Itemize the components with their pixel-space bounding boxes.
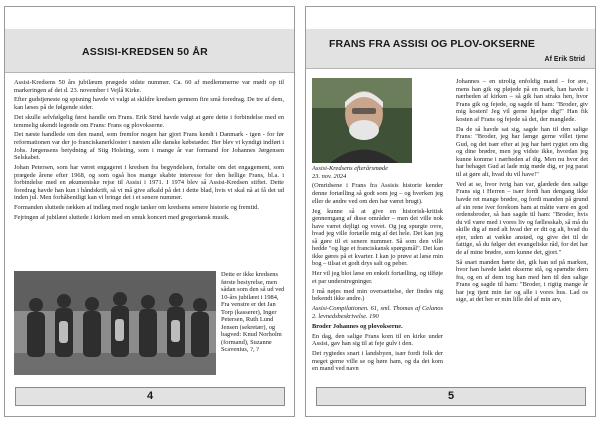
page-number: 4 bbox=[146, 390, 154, 402]
paragraph: Assisi-Kredsens 50 års jubilæum prægede sidste nummer. Ca. 60 af medlemmerne var mødt op til markeringen af det d. 23. november i Vejlå Kirke. bbox=[14, 79, 284, 94]
paragraph: Johan Petersen, som har været engageret i kredsen fra begyndelsen, fortalte om det engagement, som prægede årene efter 1968, og som også hos mange skabte interesse for den hellige Frans, bl.a. i forbindelse med en økumeniske rejse til Assisi i 1971. I 1974 blev så Assisi-Kredsen stiftet. Dette foredrag havde han kun i håndskrift, så vi må give afkald på det i dette blad, hvis vi skal nå at få det ud inden jul. Men forhåbentligt kan vi bringe det i et senere nummer. bbox=[14, 164, 284, 202]
author-photo bbox=[312, 78, 412, 163]
right-footer bbox=[316, 387, 586, 406]
paragraph: Det rygtedes snart i landsbyen, især fordi folk der meget gerne ville se og høre ham, og da det kom en mand ved navn bbox=[312, 350, 443, 373]
paragraph: I må nøjes med min oversættelse, der findes nig bekendt ikke andre.) bbox=[312, 287, 443, 303]
left-page bbox=[4, 6, 295, 417]
paragraph: (Omridsene i Frans fra Assisis historie kender denne fortælling så godt som jeg – og hverken jeg eller de andre ved om den har været brugt). bbox=[312, 182, 443, 205]
right-column-2 bbox=[456, 78, 588, 306]
caption-text: Dette er ikke kredsens første bestyrelse, men sådan som den så ud ved 10-års jubilæet i 1984, Fra venstre er det Jan Torp (kasserer), Inger Petersen, Ruth Lund Jensen (sekretær), og bagved: Knud Norholm (formand), Suzanne Scavenius, ?, ? bbox=[221, 271, 285, 354]
author-photo-image bbox=[312, 78, 412, 163]
group-photo-image bbox=[14, 271, 216, 375]
paragraph: Ved at se, hvor ivrig han var, glædede den salige Frans sig i Herren – især fordi han dengang ikke havde ret mange brødre, og fordi manden på grund af sin rene iver forekom ham at måtte være en god ordensbroder, så han sagde til ham: "Broder, hvis du vil være med i vores liv og fællesskab, så må du skille dig af med alt hvad der er dit og alt, hvad du ejer, uden at vække anstød, og give det til de fattige, så du følger det evangeliske råd, for det har de af mine brødre, som kunne det, gjort." bbox=[456, 180, 588, 256]
source-reference: Assisi-Compilationen. 61, sml. Thomas af Celanos 2. levnedsbeskrivelse. 190 bbox=[312, 305, 443, 320]
right-column-1 bbox=[312, 165, 443, 375]
paragraph: Fejringen af jubilæet sluttede i kirken med en smuk koncert med gregoriansk musik. bbox=[14, 214, 230, 222]
paragraph: Efter gudstjeneste og spisning havde vi valgt at skildre kredsen gennem fire små foredrag. De tre af dem, kan læses på de følgende sider. bbox=[14, 96, 284, 112]
left-title-banner bbox=[5, 29, 294, 73]
left-page-title: ASSISI-KREDSEN 50 ÅR bbox=[82, 46, 208, 58]
photo-caption bbox=[221, 271, 287, 356]
left-footer bbox=[15, 387, 285, 406]
right-page-title: FRANS FRA ASSISI OG PLOV-OKSERNE bbox=[329, 38, 536, 50]
photo-caption-line: 23. nov. 2024 bbox=[312, 172, 347, 180]
paragraph: Det skulle selvfølgelig først handle om Frans. Erik Strid havde valgt at gøre dette i forbindelse med en temmelig ukendt legende om Frans: Frans og plovokserne. bbox=[14, 113, 284, 129]
paragraph: Jeg kunne så at give en historisk-kritisk gennemgang af disse områder – men det ville nok have været dejligt og vovet. Og jeg spurgte ovre, hvad jeg ville fortælle mig af det hele. Det kan jeg så gøre til et senere nummer. Så som den ville hedde "og lige et franciskansk spørgsmål". Det kan ikke gøres på et kvarter. I kan jo prøve at læse min bog – tilsat et godt drys salt og peber. bbox=[312, 207, 443, 268]
left-article-body bbox=[14, 79, 284, 224]
paragraph: Formanden sluttede rækken af indlæg med nogle tanker om kredsens senere historie og fremtid. bbox=[14, 204, 259, 212]
paragraph: Da de så havde sat sig, sagde han til den salige Frans: "Broder, jeg har længe gerne villet tjene Gud, og det især efter at jeg har hørt rygtet om dig og dine brødre, men jeg vidste ikke, hvordan jeg kunne komme i nærheden af dig. Men nu hvor det har behaget Gud at lade mig møde dig, er jeg parat til at gøre alt, hvad du vil have!" bbox=[456, 125, 588, 178]
paragraph: Det næste handlede om den mand, som fremfor nogen har gjort Frans kendt i Danmark - igen - for før reformationen var der jo franciskanerkloster i næsten alle danske købstæder. Her blev vi kyndigt indført i Johs. Jørgensens betydning af Stig Holsting, som i mange år var formand for Johannes Jørgensen Selskabet. bbox=[14, 131, 284, 162]
paragraph: Johannes – en utrolig enfoldig mand – for øre, mens han gik og pløjede på en mark, han havde i nærheden af kirken – så gik han straks hen, hvor Frans gik og fejede, og sagde til ham: "Broder, giv mig kosten! Jeg vil gerne hjælpe dig!" Han fik kosten af Frans og fejede så det, der manglede. bbox=[456, 78, 588, 123]
group-photo bbox=[14, 271, 216, 375]
right-page bbox=[305, 6, 596, 417]
paragraph: Så snart manden hørte det, gik han ud på marken, hvor han havde ladet okserne stå, og spændte dem fra, og en af dem tog han med hen til den salige Frans og sagde til ham: "Broder, i rigtig mange år har jeg tjent min far og alle i vores hus. Lad os sige, at det her er min lille del af min arv, bbox=[456, 258, 588, 304]
right-title-banner bbox=[306, 29, 595, 69]
page-number: 5 bbox=[447, 390, 455, 402]
legend-heading: Broder Johannes og plovokserne. bbox=[312, 322, 403, 330]
photo-caption-line: Assisi-Kredsens efterårsmøde bbox=[312, 165, 388, 172]
author-byline: Af Erik Strid bbox=[544, 56, 585, 63]
paragraph: Her vil jeg blot læse en enkelt fortælling, og tilføje et par understregninger. bbox=[312, 270, 443, 285]
paragraph: En dag, den salige Frans kom til en kirke under Assisi, gav han sig til at feje gulv i den. bbox=[312, 332, 443, 348]
